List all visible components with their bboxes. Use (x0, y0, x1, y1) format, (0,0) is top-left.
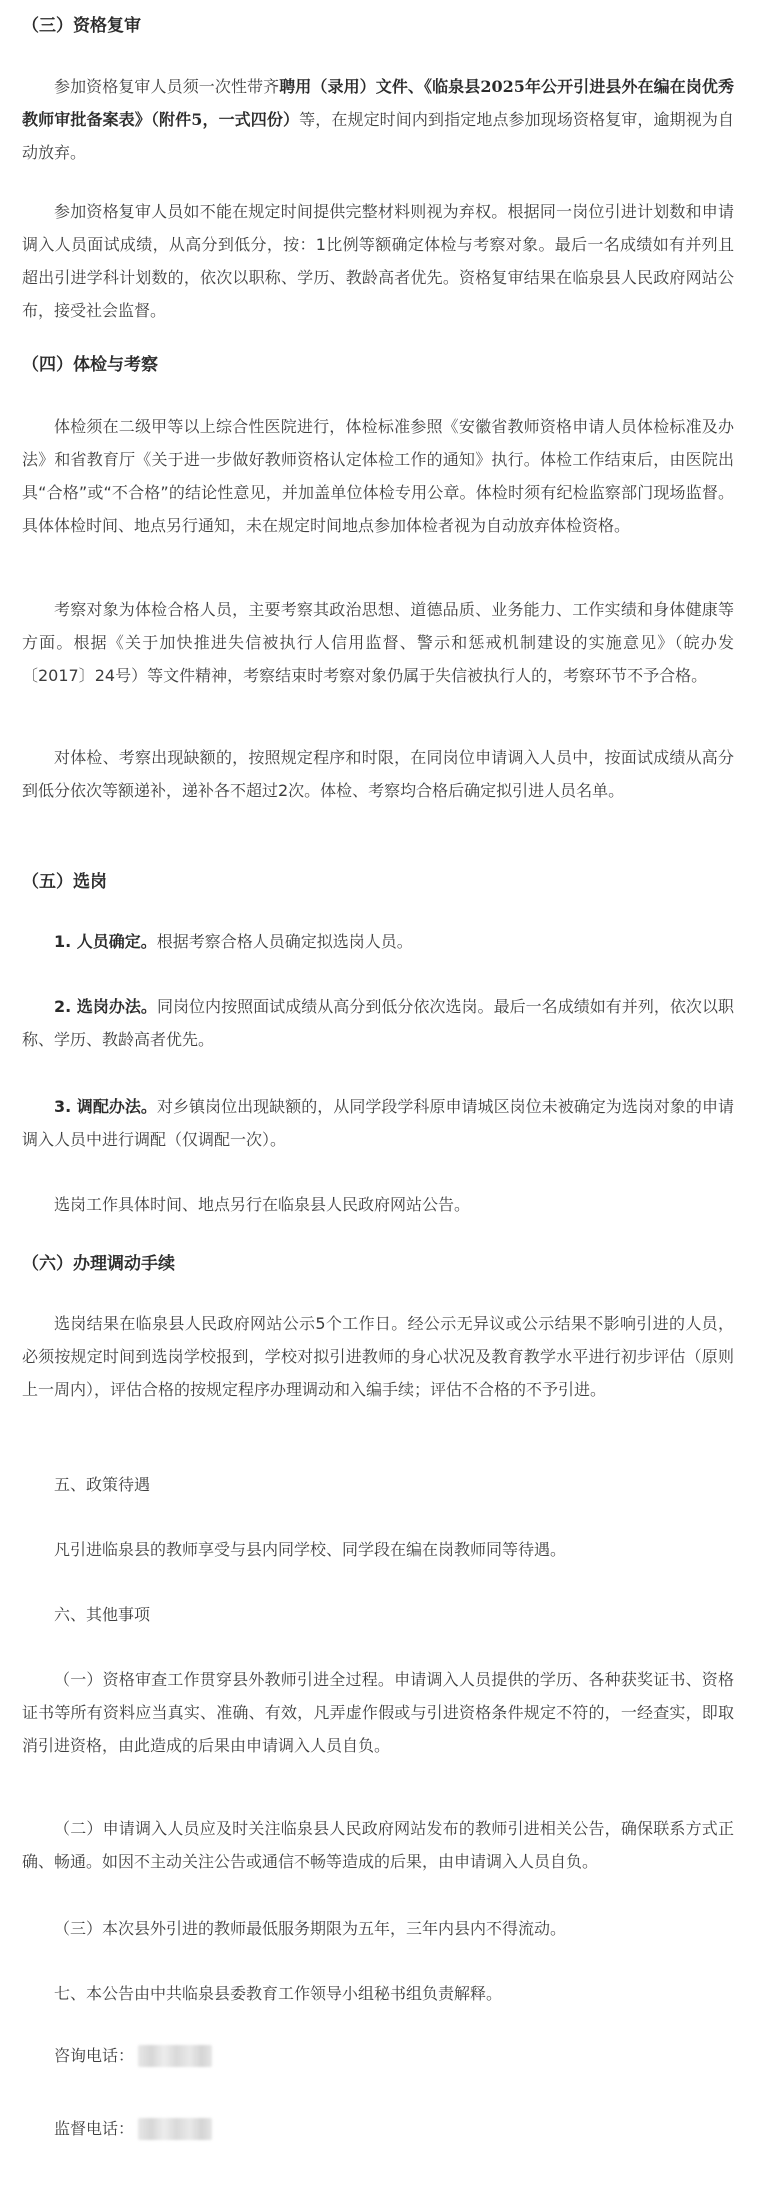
paragraph-vacancy-filling: 对体检、考察出现缺额的，按照规定程序和时限，在同岗位申请调入人员中，按面试成绩从高分到低分依次等额递补，递补各不超过2次。体检、考察均合格后确定拟引进人员名单。 (22, 748, 734, 800)
section-heading-post-selection: （五）选岗 (22, 872, 107, 892)
item-label: 2. 选岗办法。 (54, 997, 157, 1016)
paragraph-service-period: （三）本次县外引进的教师最低服务期限为五年，三年内县内不得流动。 (54, 1919, 567, 1938)
part-heading-policy-benefits: 五、政策待遇 (54, 1475, 151, 1494)
review-required-documents: 聘用（录用）文件、《临泉县2025年公开引进县外在编在岗优秀教师审批备案表》（附件5，一式四份） (22, 77, 734, 129)
consult-phone-label: 咨询电话： (54, 2046, 135, 2065)
paragraph-review-materials (22, 70, 734, 169)
item-personnel-confirmation (22, 925, 734, 958)
item-text: 根据考察合格人员确定拟选岗人员。 (156, 932, 413, 951)
section-heading-physical-exam: （四）体检与考察 (22, 355, 158, 375)
review-text-tail: 等，在规定时间内到指定地点参加现场资格复审，逾期视为自动放弃。 (22, 110, 734, 162)
part-heading-other-matters: 六、其他事项 (54, 1605, 151, 1624)
paragraph-transfer-procedures: 选岗结果在临泉县人民政府网站公示5个工作日。经公示无异议或公示结果不影响引进的人员，必须按规定时间到选岗学校报到，学校对拟引进教师的身心状况及教育教学水平进行初步评估（原则上一周内），评估合格的按规定程序办理调动和入编手续；评估不合格的不予引进。 (22, 1314, 734, 1399)
paragraph-interpretation: 七、本公告由中共临泉县委教育工作领导小组秘书组负责解释。 (54, 1984, 503, 2003)
paragraph-review-ranking: 参加资格复审人员如不能在规定时间提供完整材料则视为弃权。根据同一岗位引进计划数和申请调入人员面试成绩，从高分到低分，按：1比例等额确定体检与考察对象。最后一名成绩如有并列且超出引进学科计划数的，依次以职称、学历、教龄高者优先。资格复审结果在临泉县人民政府网站公布，接受社会监督。 (22, 202, 734, 320)
supervise-phone-label: 监督电话： (54, 2119, 135, 2138)
paragraph-policy-benefits: 凡引进临泉县的教师享受与县内同学校、同学段在编在岗教师同等待遇。 (54, 1540, 567, 1559)
item-selection-method (22, 990, 734, 1056)
section-heading-qualification-review: （三）资格复审 (22, 16, 141, 36)
paragraph-follow-announcements: （二）申请调入人员应及时关注临泉县人民政府网站发布的教师引进相关公告，确保联系方式正确、畅通。如因不主动关注公告或通信不畅等造成的后果，由申请调入人员自负。 (22, 1819, 734, 1871)
item-allocation-method (22, 1090, 734, 1156)
item-text: 同岗位内按照面试成绩从高分到低分依次选岗。最后一名成绩如有并列，依次以职称、学历、教龄高者优先。 (22, 997, 734, 1049)
item-text: 对乡镇岗位出现缺额的，从同学段学科原申请城区岗位未被确定为选岗对象的申请调入人员中进行调配（仅调配一次）。 (22, 1097, 734, 1149)
consult-phone-line (22, 2039, 757, 2072)
section-heading-transfer-procedures: （六）办理调动手续 (22, 1254, 175, 1274)
paragraph-qualification-check: （一）资格审查工作贯穿县外教师引进全过程。申请调入人员提供的学历、各种获奖证书、资格证书等所有资料应当真实、准确、有效，凡弄虚作假或与引进资格条件规定不符的，一经查实，即取消引进资格，由此造成的后果由申请调入人员自负。 (22, 1670, 734, 1755)
supervise-phone-line (22, 2112, 757, 2145)
item-label: 1. 人员确定。 (54, 932, 157, 951)
review-text-lead: 参加资格复审人员须一次性带齐 (54, 77, 280, 96)
paragraph-physical-exam: 体检须在二级甲等以上综合性医院进行，体检标准参照《安徽省教师资格申请人员体检标准及办法》和省教育厅《关于进一步做好教师资格认定体检工作的通知》执行。体检工作结束后，由医院出具“合格”或“不合格”的结论性意见，并加盖单位体检专用公章。体检时须有纪检监察部门现场监督。具体体检时间、地点另行通知，未在规定时间地点参加体检者视为自动放弃体检资格。 (22, 417, 734, 535)
redacted-phone-number (138, 2045, 212, 2067)
redacted-phone-number (138, 2118, 212, 2140)
paragraph-investigation: 考察对象为体检合格人员，主要考察其政治思想、道德品质、业务能力、工作实绩和身体健康等方面。根据《关于加快推进失信被执行人信用监督、警示和惩戒机制建设的实施意见》（皖办发〔2017〕24号）等文件精神，考察结束时考察对象仍属于失信被执行人的，考察环节不予合格。 (22, 600, 734, 685)
item-label: 3. 调配办法。 (54, 1097, 157, 1116)
paragraph-selection-notice: 选岗工作具体时间、地点另行在临泉县人民政府网站公告。 (54, 1195, 471, 1214)
